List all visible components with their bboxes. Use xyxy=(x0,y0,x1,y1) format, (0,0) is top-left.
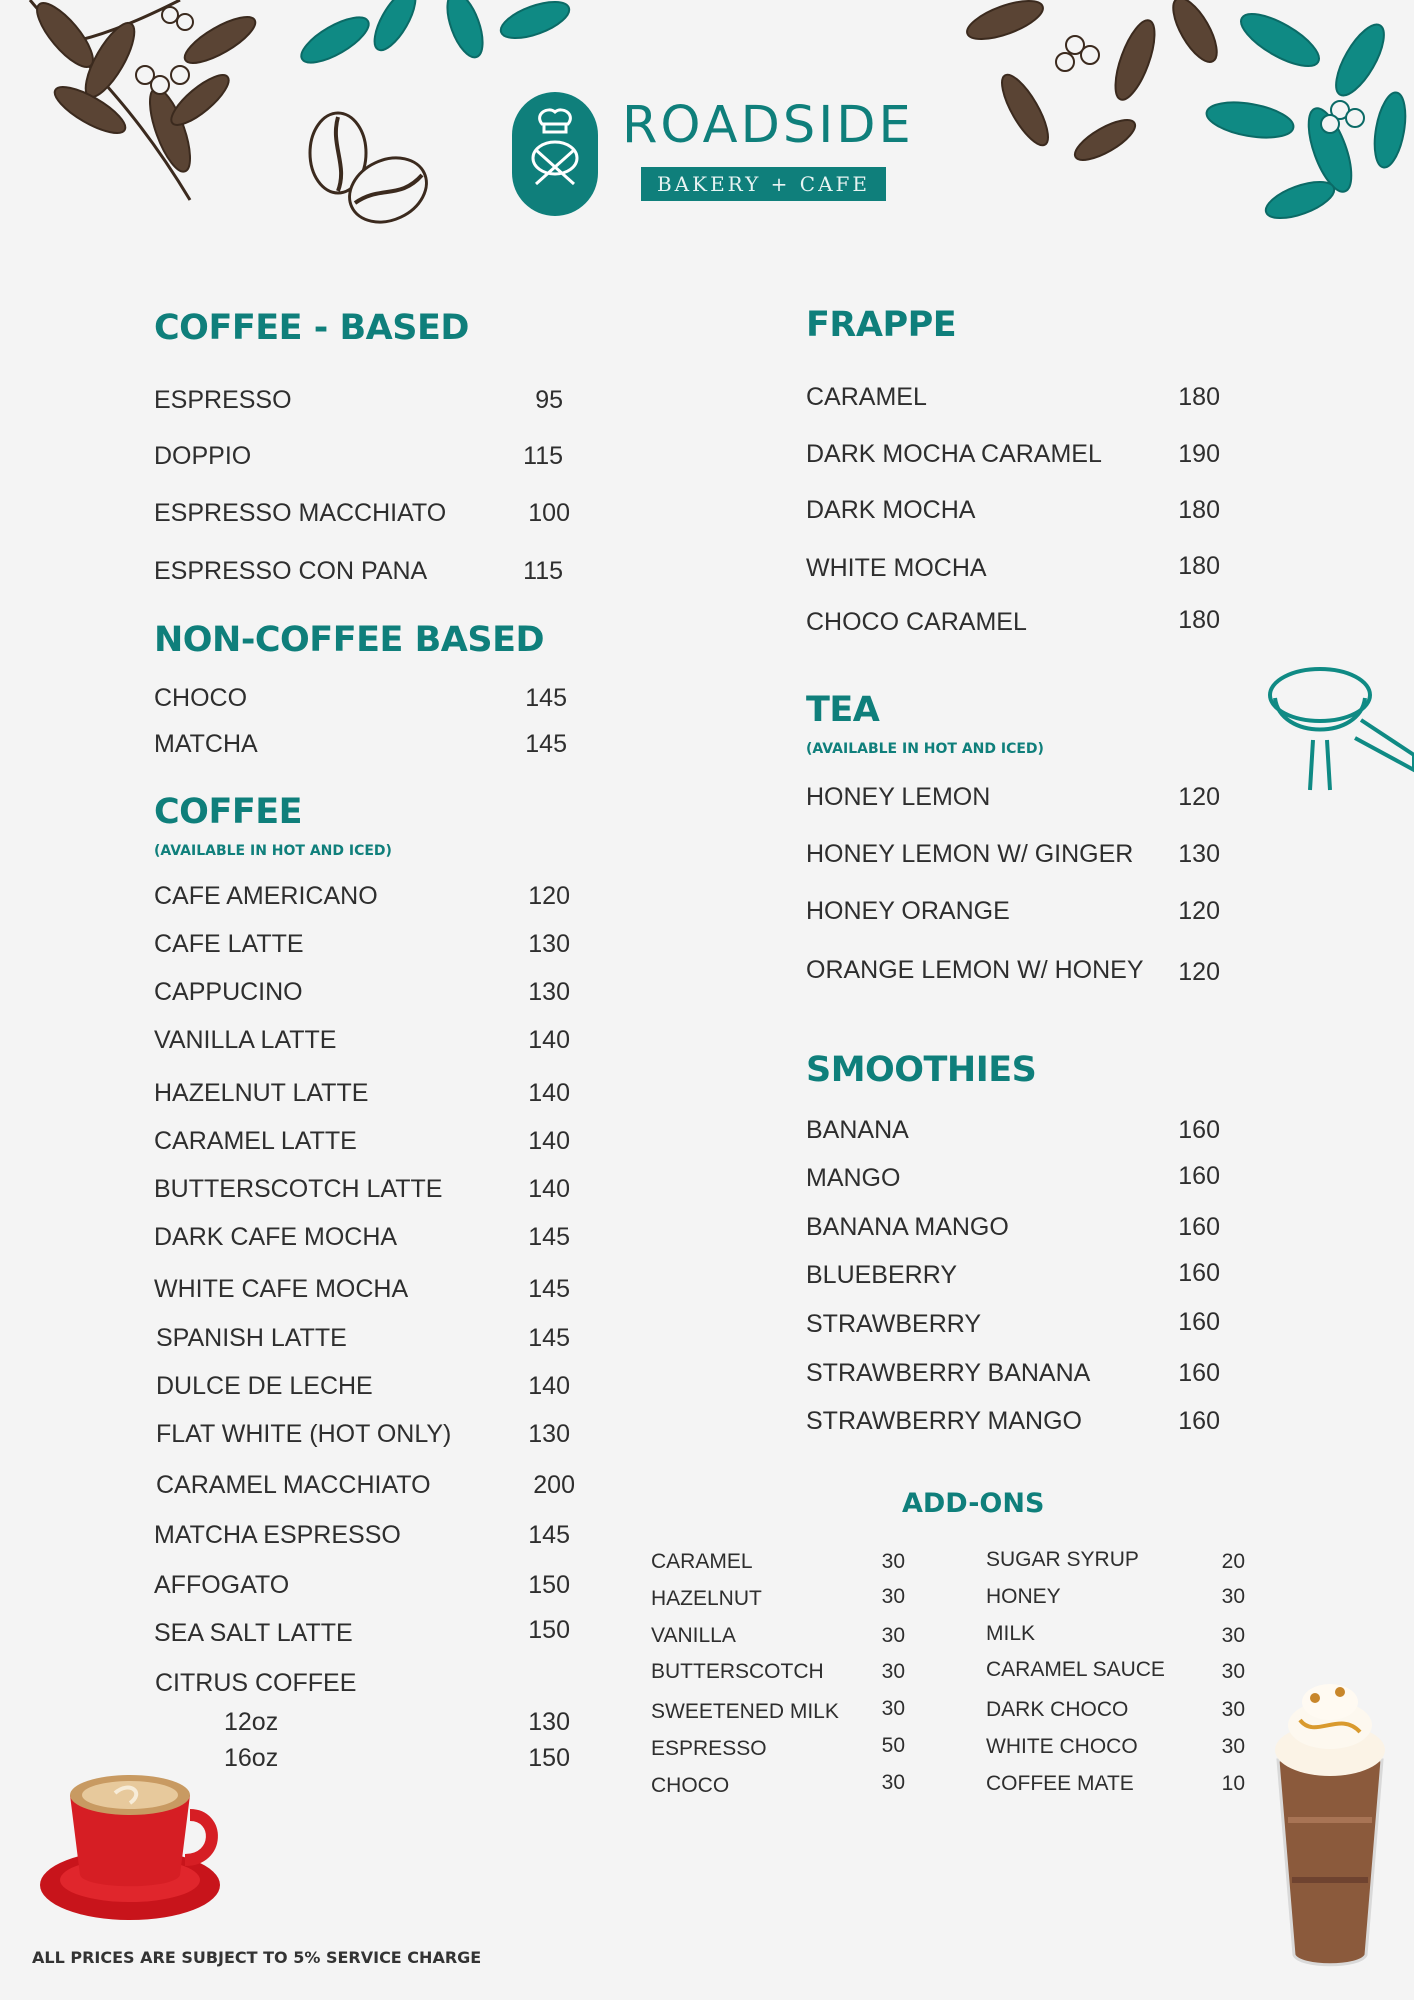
addon-name: SUGAR SYRUP xyxy=(986,1548,1139,1571)
menu-item-price: 140 xyxy=(528,1026,570,1054)
menu-item-price: 100 xyxy=(528,499,570,527)
coffee-branch-icon xyxy=(295,0,585,80)
menu-item-name: CAPPUCINO xyxy=(154,978,303,1006)
coffee-branch-icon xyxy=(20,0,280,220)
addon-name: SWEETENED MILK xyxy=(651,1700,839,1723)
menu-item-name: ESPRESSO CON PANA xyxy=(154,557,428,585)
menu-item-price: 130 xyxy=(528,1420,570,1448)
menu-item-price: 130 xyxy=(528,978,570,1006)
latte-cup-icon xyxy=(35,1765,225,1925)
section-title-smoothies: SMOOTHIES xyxy=(806,1050,1037,1090)
addon-price: 10 xyxy=(1221,1772,1245,1795)
portafilter-icon xyxy=(1265,660,1414,800)
menu-item-price: 145 xyxy=(528,1324,570,1352)
menu-item-name: WHITE CAFE MOCHA xyxy=(154,1275,409,1303)
addon-price: 30 xyxy=(881,1585,905,1608)
menu-item-price: 120 xyxy=(1178,783,1220,811)
addon-price: 30 xyxy=(1221,1585,1245,1608)
menu-item-price: 180 xyxy=(1178,496,1220,524)
menu-item-price: 95 xyxy=(535,386,563,414)
menu-item-name: HONEY LEMON W/ GINGER xyxy=(806,840,1134,868)
menu-item-name: DARK CAFE MOCHA xyxy=(154,1223,398,1251)
menu-item-name: CHOCO CARAMEL xyxy=(806,608,1027,636)
menu-item-price: 150 xyxy=(528,1571,570,1599)
addon-name: VANILLA xyxy=(651,1624,736,1647)
addon-name: COFFEE MATE xyxy=(986,1772,1134,1795)
menu-item-name: BUTTERSCOTCH LATTE xyxy=(154,1175,443,1203)
menu-item-price: 150 xyxy=(528,1744,570,1772)
section-title-coffee-based: COFFEE - BASED xyxy=(154,308,469,348)
menu-item-price: 160 xyxy=(1178,1162,1220,1190)
menu-item-price: 120 xyxy=(1178,897,1220,925)
menu-item-price: 160 xyxy=(1178,1116,1220,1144)
menu-item-size: 12oz xyxy=(224,1708,279,1736)
menu-item-name: WHITE MOCHA xyxy=(806,554,987,582)
menu-item-price: 145 xyxy=(528,1275,570,1303)
menu-item-name: CITRUS COFFEE xyxy=(155,1669,357,1697)
menu-item-price: 150 xyxy=(528,1616,570,1644)
menu-item-name: ESPRESSO xyxy=(154,386,292,414)
menu-item-name: CHOCO xyxy=(154,684,248,712)
menu-item-name: STRAWBERRY BANANA xyxy=(806,1359,1091,1387)
menu-item-name: AFFOGATO xyxy=(154,1571,290,1599)
addon-price: 50 xyxy=(881,1734,905,1757)
menu-item-price: 130 xyxy=(528,930,570,958)
menu-item-name: DULCE DE LECHE xyxy=(156,1372,373,1400)
addon-name: DARK CHOCO xyxy=(986,1698,1129,1721)
menu-item-name: MATCHA xyxy=(154,730,258,758)
menu-item-price: 190 xyxy=(1178,440,1220,468)
menu-item-name: STRAWBERRY xyxy=(806,1310,982,1338)
addon-price: 30 xyxy=(881,1697,905,1720)
menu-item-name: MATCHA ESPRESSO xyxy=(154,1521,401,1549)
chef-logo-icon xyxy=(512,92,598,216)
addon-price: 30 xyxy=(1221,1735,1245,1758)
addon-name: HAZELNUT xyxy=(651,1587,762,1610)
menu-item-name: CAFE AMERICANO xyxy=(154,882,378,910)
menu-item-name: CARAMEL LATTE xyxy=(154,1127,357,1155)
menu-item-name: BANANA MANGO xyxy=(806,1213,1009,1241)
addon-name: MILK xyxy=(986,1622,1036,1645)
menu-item-name: BLUEBERRY xyxy=(806,1261,957,1289)
section-subtitle-tea: (AVAILABLE IN HOT AND ICED) xyxy=(806,741,1044,757)
menu-item-price: 160 xyxy=(1178,1407,1220,1435)
section-title-coffee: COFFEE xyxy=(154,792,303,832)
menu-item-price: 145 xyxy=(528,1521,570,1549)
menu-item-name: CAFE LATTE xyxy=(154,930,304,958)
menu-item-price: 180 xyxy=(1178,606,1220,634)
menu-item-price: 115 xyxy=(523,557,563,585)
menu-item-price: 140 xyxy=(528,1175,570,1203)
menu-item-name: DOPPIO xyxy=(154,442,252,470)
menu-item-price: 115 xyxy=(523,442,563,470)
addon-price: 30 xyxy=(1221,1660,1245,1683)
menu-item-price: 145 xyxy=(528,1223,570,1251)
addon-name: WHITE CHOCO xyxy=(986,1735,1138,1758)
menu-item-price: 120 xyxy=(1178,958,1220,986)
menu-item-name: CARAMEL MACCHIATO xyxy=(156,1471,431,1499)
addon-name: BUTTERSCOTCH xyxy=(651,1660,824,1683)
addon-name: ESPRESSO xyxy=(651,1737,767,1760)
coffee-branch-icon xyxy=(1190,0,1414,230)
menu-item-name: CARAMEL xyxy=(806,383,927,411)
addon-name: HONEY xyxy=(986,1585,1061,1608)
menu-item-price: 200 xyxy=(533,1471,575,1499)
menu-item-size: 16oz xyxy=(224,1744,279,1772)
menu-item-price: 130 xyxy=(528,1708,570,1736)
menu-item-price: 145 xyxy=(525,730,567,758)
frappe-glass-icon xyxy=(1270,1670,1390,1970)
menu-item-price: 160 xyxy=(1178,1359,1220,1387)
brand-logo xyxy=(512,92,598,216)
menu-item-price: 180 xyxy=(1178,383,1220,411)
section-subtitle-coffee: (AVAILABLE IN HOT AND ICED) xyxy=(154,843,392,859)
addon-price: 30 xyxy=(881,1660,905,1683)
section-title-addons: ADD-ONS xyxy=(902,1488,1045,1519)
section-title-non-coffee: NON-COFFEE BASED xyxy=(154,620,545,660)
menu-item-name: VANILLA LATTE xyxy=(154,1026,337,1054)
addon-name: CARAMEL xyxy=(651,1550,753,1573)
menu-item-name: DARK MOCHA CARAMEL xyxy=(806,440,1102,468)
menu-item-price: 140 xyxy=(528,1372,570,1400)
addon-price: 30 xyxy=(1221,1698,1245,1721)
section-title-tea: TEA xyxy=(806,690,880,730)
addon-price: 30 xyxy=(1221,1624,1245,1647)
addon-name: CARAMEL SAUCE xyxy=(986,1658,1165,1681)
section-title-frappe: FRAPPE xyxy=(806,305,957,345)
brand-tagline: BAKERY + CAFE xyxy=(641,167,886,201)
menu-item-price: 145 xyxy=(525,684,567,712)
menu-item-price: 130 xyxy=(1178,840,1220,868)
menu-item-name: HAZELNUT LATTE xyxy=(154,1079,369,1107)
menu-item-name: FLAT WHITE (HOT ONLY) xyxy=(156,1420,452,1448)
menu-item-name: HONEY ORANGE xyxy=(806,897,1010,925)
menu-item-price: 160 xyxy=(1178,1213,1220,1241)
menu-item-price: 140 xyxy=(528,1127,570,1155)
menu-item-price: 120 xyxy=(528,882,570,910)
menu-item-name: SPANISH LATTE xyxy=(156,1324,347,1352)
menu-item-name: MANGO xyxy=(806,1164,901,1192)
menu-item-name: HONEY LEMON xyxy=(806,783,991,811)
addon-price: 20 xyxy=(1221,1550,1245,1573)
addon-price: 30 xyxy=(881,1771,905,1794)
brand-name: ROADSIDE xyxy=(622,96,914,155)
menu-item-name: SEA SALT LATTE xyxy=(154,1619,353,1647)
menu-item-price: 180 xyxy=(1178,552,1220,580)
addon-price: 30 xyxy=(881,1550,905,1573)
coffee-beans-icon xyxy=(300,105,430,230)
menu-item-name: DARK MOCHA xyxy=(806,496,976,524)
menu-item-name: ESPRESSO MACCHIATO xyxy=(154,499,447,527)
footer-service-charge-note: ALL PRICES ARE SUBJECT TO 5% SERVICE CHARGE xyxy=(32,1948,482,1967)
menu-item-name: BANANA xyxy=(806,1116,909,1144)
menu-item-price: 160 xyxy=(1178,1259,1220,1287)
menu-item-name: STRAWBERRY MANGO xyxy=(806,1407,1082,1435)
menu-item-price: 140 xyxy=(528,1079,570,1107)
addon-price: 30 xyxy=(881,1624,905,1647)
menu-item-name: ORANGE LEMON W/ HONEY xyxy=(806,956,1144,984)
menu-item-price: 160 xyxy=(1178,1308,1220,1336)
addon-name: CHOCO xyxy=(651,1774,730,1797)
